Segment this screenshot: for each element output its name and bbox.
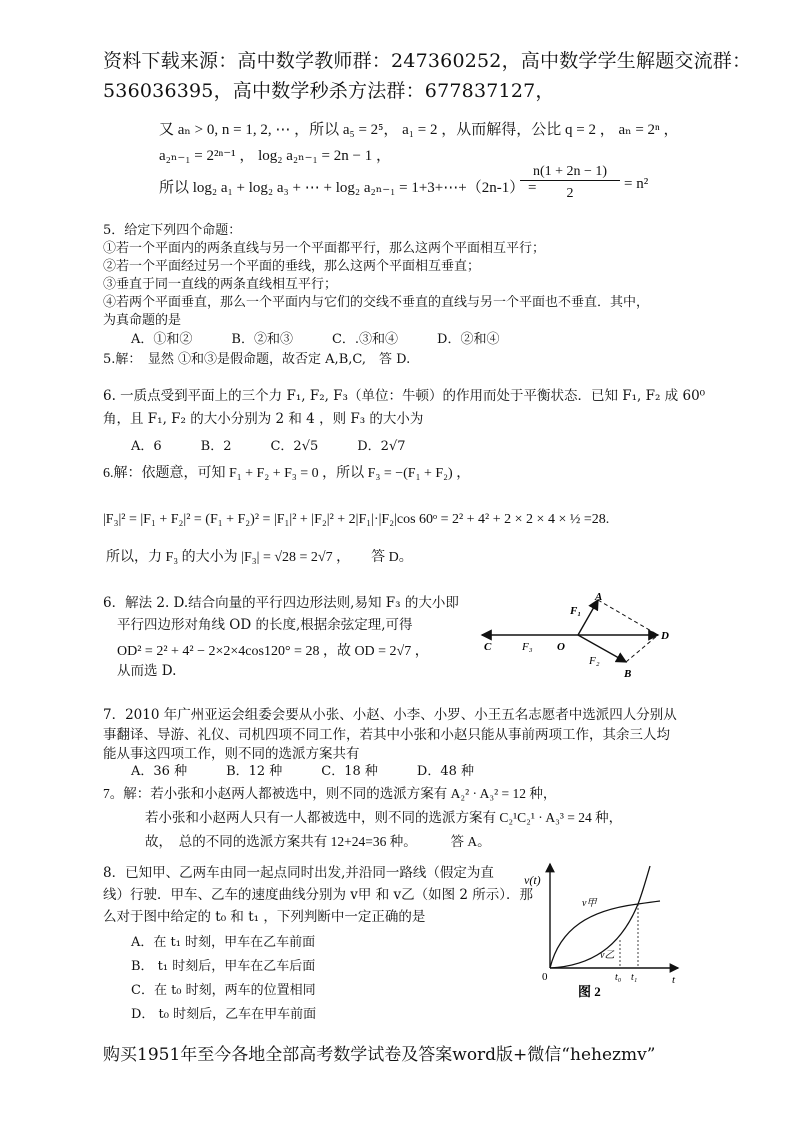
q5-proposition-2: ②若一个平面经过另一个平面的垂线，那么这两个平面相互垂直； xyxy=(103,259,481,274)
prev-solution-line-2: a₂ₙ₋₁ = 2²ⁿ⁻¹ ， log₂ a₂ₙ₋₁ = 2n − 1 ， xyxy=(159,148,391,164)
q7-solution-1: 7。解：若小张和小赵两人都被选中，则不同的选派方案有 A₂² · A₃² = 12 种， xyxy=(103,786,557,801)
q8-stem-2: 线）行驶．甲车、乙车的速度曲线分别为 v甲 和 v乙（如图 2 所示）．那 xyxy=(103,887,534,903)
q8-option-b: B． t₁ 时刻后，甲车在乙车后面 xyxy=(131,959,316,974)
label-f1: F₁ xyxy=(570,605,582,617)
velocity-curve-figure xyxy=(520,858,685,1008)
parallelogram-dash-ad xyxy=(598,600,658,635)
q6-solution-1: 6.解：依题意，可知 F₁ + F₂ + F₃ = 0 ，所以 F₃ = −(F₁ + F₂) ， xyxy=(103,466,471,481)
parallelogram-dash-bd xyxy=(626,635,658,662)
q6-solution-3: 所以，力 F₃ 的大小为 |F₃| = √28 = 2√7 ， 答 D。 xyxy=(106,550,413,565)
q8-stem-3: 么对于图中给定的 t₀ 和 t₁ ，下列判断中一定正确的是 xyxy=(103,909,426,925)
prev-solution-line-3: 所以 log₂ a₁ + log₂ a₃ + ⋯ + log₂ a₂ₙ₋₁ = 1+3+⋯+（2n-1） = xyxy=(159,180,537,196)
footer-note: 购买1951年至今各地全部高考数学试卷及答案word版+微信“hehezmv” xyxy=(103,1045,656,1065)
q5-solution: 5.解： 显然 ①和③是假命题，故否定 A,B,C, 答 D. xyxy=(103,352,411,367)
label-f3: F₃ xyxy=(522,641,533,653)
y-axis-label: v(t) xyxy=(524,873,541,887)
q8-option-a: A．在 t₁ 时刻，甲车在乙车前面 xyxy=(131,935,316,950)
header-line-1: 资料下载来源：高中数学教师群：247360252，高中数学学生解题交流群： xyxy=(103,50,752,72)
q6-stem-2: 角，且 F₁, F₂ 的大小分别为 2 和 4 ，则 F₃ 的大小为 xyxy=(103,411,424,427)
vector-f2-line xyxy=(578,635,626,662)
figure-caption: 图 2 xyxy=(578,984,601,999)
q8-option-d: D． t₀ 时刻后，乙车在甲车前面 xyxy=(131,1007,317,1022)
q6-alt-4: 从而选 D. xyxy=(117,663,177,679)
prev-solution-result: = n² xyxy=(624,176,649,192)
q7-solution-2: 若小张和小赵两人只有一人都被选中，则不同的选派方案有 C₂¹C₂¹ · A₃³ = 24 种， xyxy=(145,810,623,825)
v-jia-label: v甲 xyxy=(582,898,597,909)
force-parallelogram-figure xyxy=(478,588,678,680)
label-f2: F₂ xyxy=(589,655,600,667)
q8-option-c: C．在 t₀ 时刻，两车的位置相同 xyxy=(131,983,316,998)
q6-options: A．6 B．2 C．2√5 D．2√7 xyxy=(131,439,406,454)
label-o: O xyxy=(557,641,565,653)
label-c: C xyxy=(484,641,492,653)
q5-stem: 5．给定下列四个命题： xyxy=(103,223,242,238)
q5-proposition-4: ④若两个平面垂直，那么一个平面内与它们的交线不垂直的直线与另一个平面也不垂直．其中， xyxy=(103,295,650,310)
q7-solution-3: 故， 总的不同的选派方案共有 12+24=36 种。 答 A。 xyxy=(145,834,491,849)
q6-stem-1: 6. 一质点受到平面上的三个力 F₁, F₂, F₃（单位：牛顿）的作用而处于平衡状态．已知 F₁, F₂ 成 60⁰ xyxy=(103,388,706,404)
v-yi-label: v乙 xyxy=(600,950,615,961)
q6-solution-2: |F₃|² = |F₁ + F₂|² = (F₁ + F₂)² = |F₁|² + |F₂|² + 2|F₁|·|F₂|cos 60ᵒ = 2² + 4² + 2 × 2 × 4 × ½ =28. xyxy=(103,512,610,527)
label-d: D xyxy=(661,630,669,642)
q5-question: 为真命题的是 xyxy=(103,313,182,328)
q8-stem-1: 8．已知甲、乙两车由同一起点同时出发,并沿同一路线（假定为直 xyxy=(103,865,494,881)
label-b: B xyxy=(624,668,632,680)
q6-alt-1: 6．解法 2. D.结合向量的平行四边形法则,易知 F₃ 的大小即 xyxy=(103,595,459,611)
q7-stem-3: 能从事这四项工作，则不同的选派方案共有 xyxy=(103,746,360,762)
q6-alt-2: 平行四边形对角线 OD 的长度,根据余弦定理,可得 xyxy=(117,617,413,633)
q7-stem-1: 7．2010 年广州亚运会组委会要从小张、小赵、小李、小罗、小王五名志愿者中选派四人分别从 xyxy=(103,707,677,723)
q5-proposition-1: ①若一个平面内的两条直线与另一个平面都平行，那么这两个平面相互平行； xyxy=(103,241,546,256)
q6-alt-3: OD² = 2² + 4² − 2×2×4cos120° = 28 ，故 OD = 2√7 ， xyxy=(117,644,429,659)
fraction-numerator: n(1 + 2n − 1) xyxy=(520,164,620,181)
fraction-denominator: 2 xyxy=(566,186,574,201)
origin-label: 0 xyxy=(542,971,548,983)
prev-solution-line-1: 又 aₙ > 0, n = 1, 2, ⋯ ，所以 a₅ = 2⁵， a₁ = 2 ，从而解得，公比 q = 2 ， aₙ = 2ⁿ ， xyxy=(159,122,679,138)
q5-proposition-3: ③垂直于同一直线的两条直线相互平行； xyxy=(103,277,338,292)
q7-options: A．36 种 B．12 种 C．18 种 D．48 种 xyxy=(131,764,475,779)
t1-label: t₁ xyxy=(631,972,638,983)
t0-label: t₀ xyxy=(615,972,622,983)
q5-options: A．①和② B．②和③ C．.③和④ D．②和④ xyxy=(131,332,500,347)
label-a: A xyxy=(595,591,603,603)
header-line-2: 536036395，高中数学秒杀方法群：677837127， xyxy=(103,80,555,102)
q7-stem-2: 事翻译、导游、礼仪、司机四项不同工作，若其中小张和小赵只能从事前两项工作，其余三人均 xyxy=(103,727,670,743)
x-axis-label: t xyxy=(672,974,676,986)
